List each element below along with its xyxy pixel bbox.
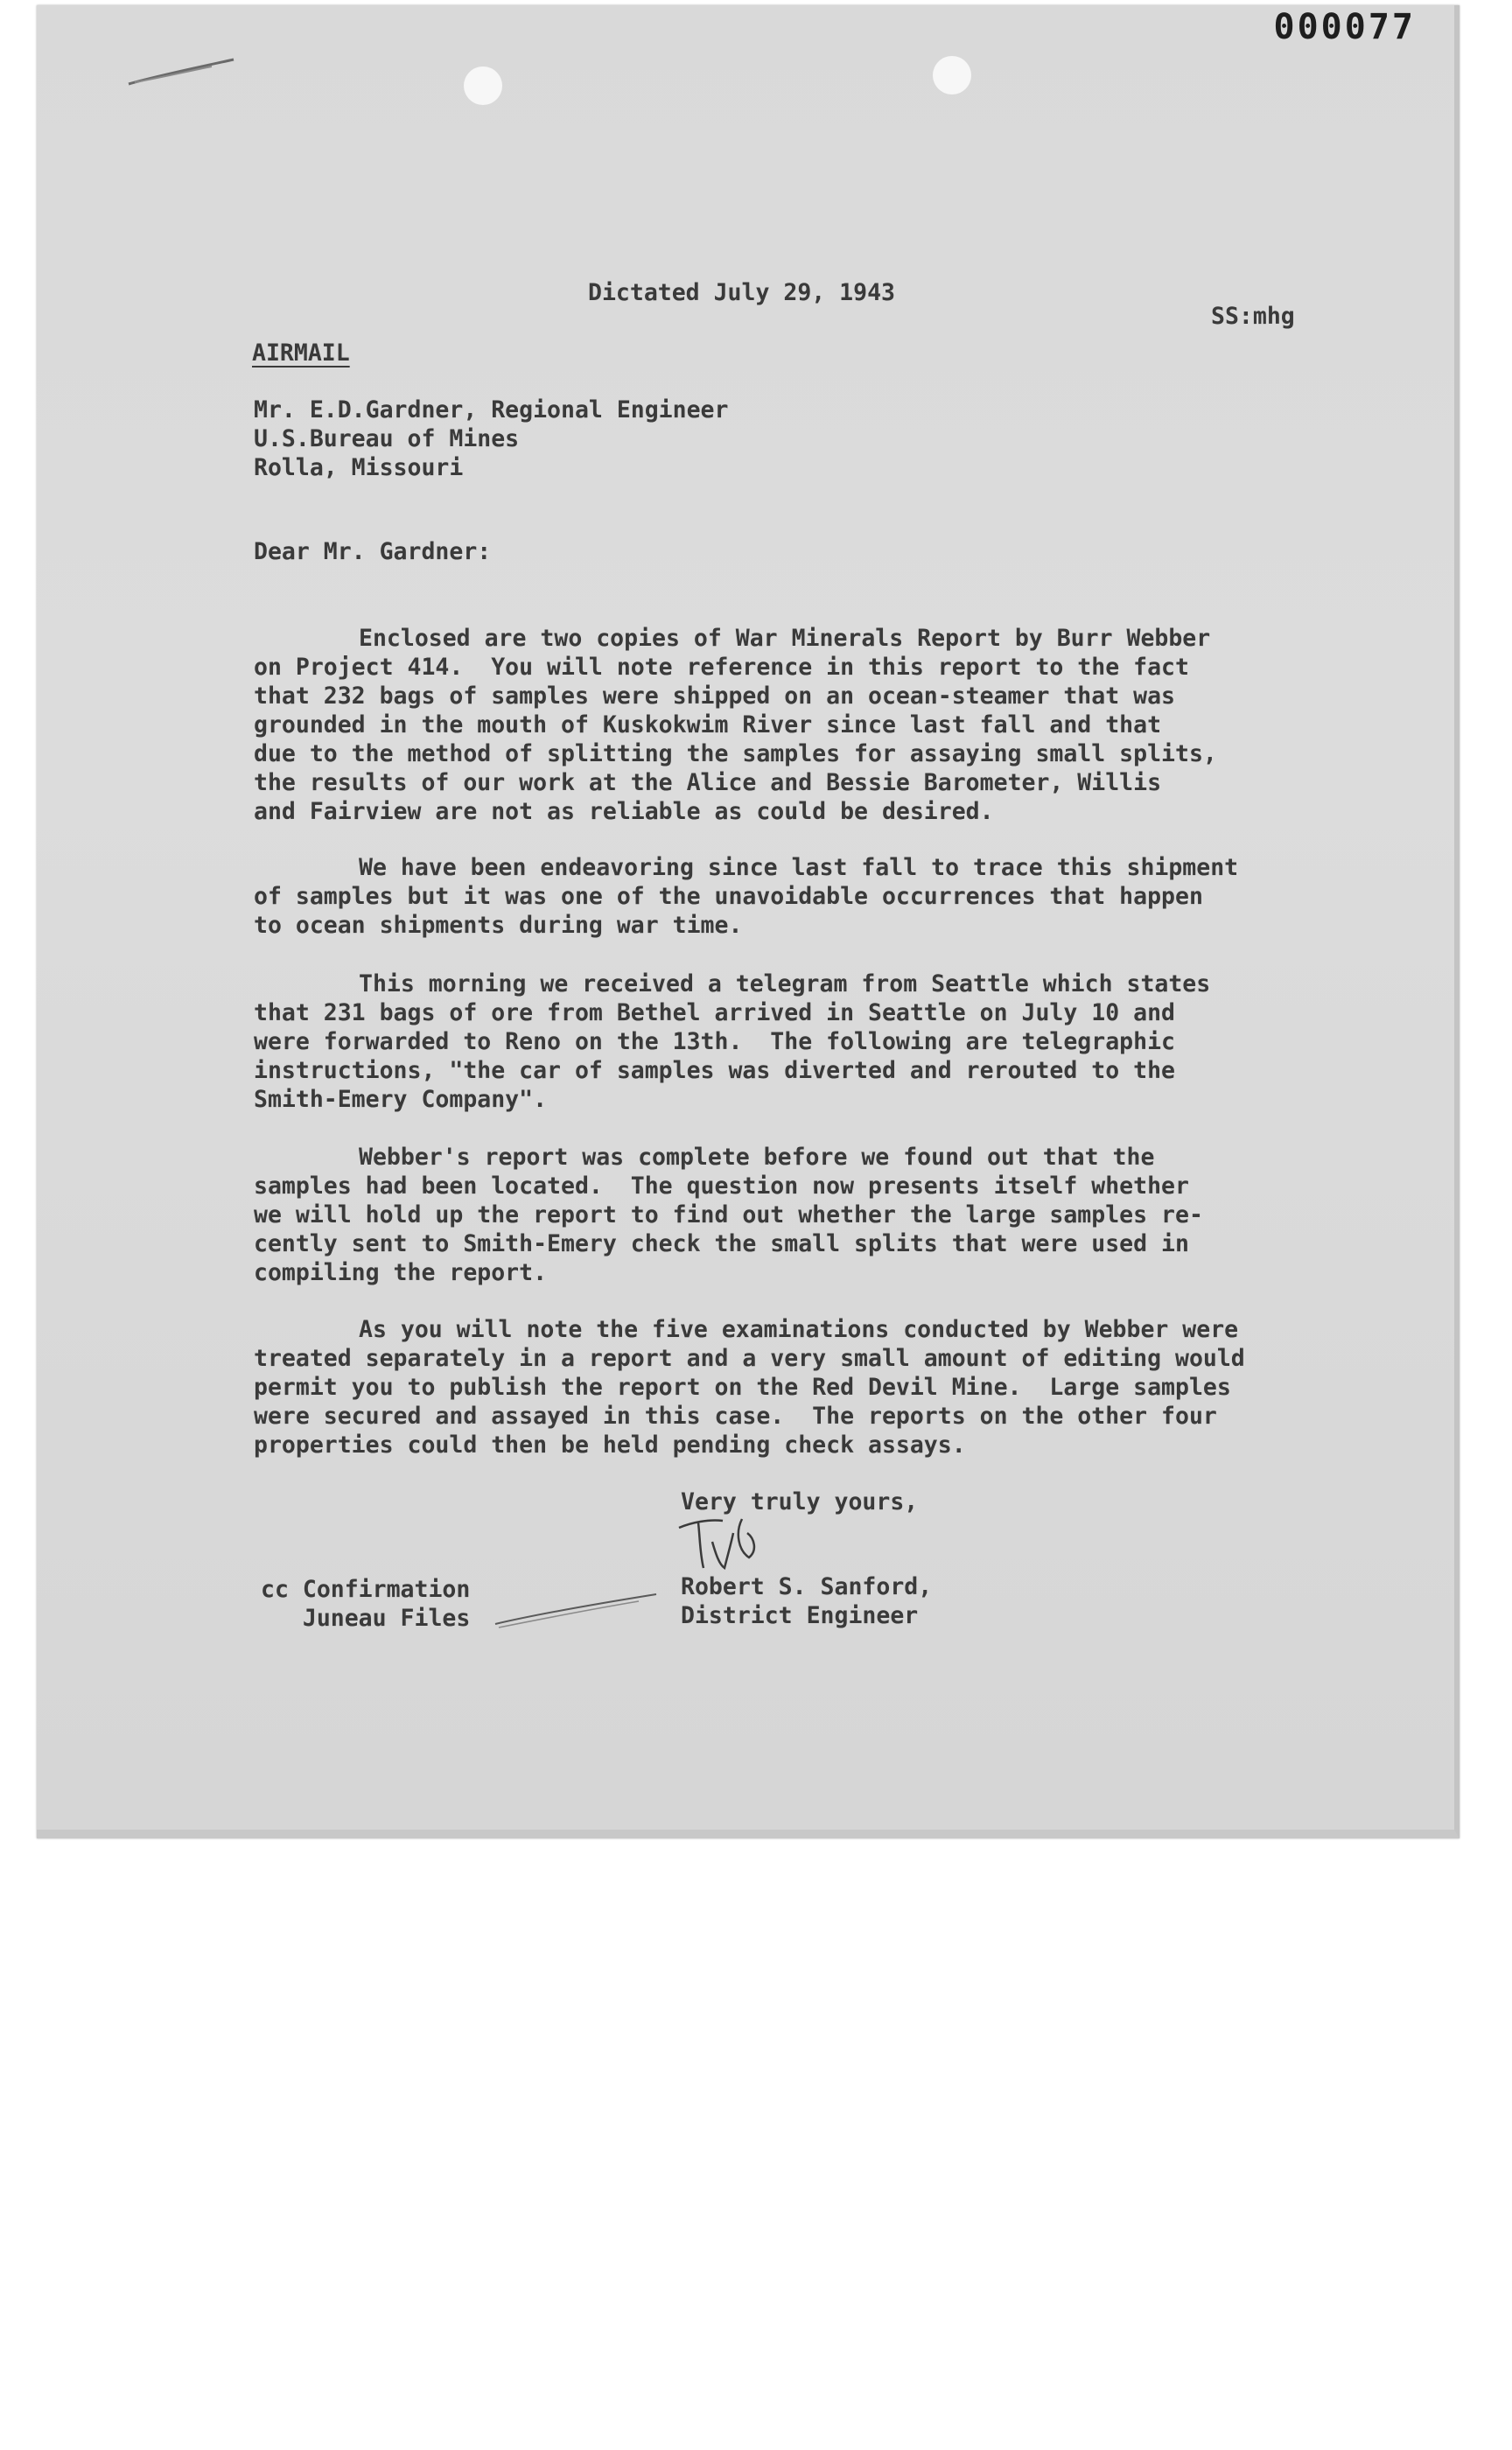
text-line: treated separately in a report and a very small amount of editing would bbox=[254, 1345, 1245, 1372]
text-line: Webber's report was complete before we found out that the bbox=[359, 1144, 1155, 1171]
address-line: Rolla, Missouri bbox=[254, 454, 464, 481]
text-line: we will hold up the report to find out whether the large samples re- bbox=[254, 1201, 1203, 1228]
salutation: Dear Mr. Gardner: bbox=[254, 538, 492, 565]
text-line: that 232 bags of samples were shipped on an ocean-steamer that was bbox=[254, 682, 1175, 710]
signature-block bbox=[681, 1572, 932, 1630]
punch-hole bbox=[933, 56, 971, 94]
document-number: 000077 bbox=[1273, 7, 1416, 47]
text-line: As you will note the five examinations conducted by Webber were bbox=[359, 1316, 1239, 1343]
text-line: were forwarded to Reno on the 13th. The following are telegraphic bbox=[254, 1028, 1175, 1055]
pen-mark bbox=[124, 56, 238, 91]
punch-hole bbox=[464, 66, 502, 105]
cc-list bbox=[261, 1575, 470, 1633]
text-line: that 231 bags of ore from Bethel arrived in Seattle on July 10 and bbox=[254, 999, 1175, 1026]
signer-name: Robert S. Sanford, bbox=[681, 1573, 933, 1600]
body-paragraph-1 bbox=[254, 624, 1217, 826]
address-line: Mr. E.D.Gardner, Regional Engineer bbox=[254, 396, 729, 424]
cc-line: cc Confirmation bbox=[261, 1576, 471, 1603]
text-line: This morning we received a telegram from Seattle which states bbox=[359, 970, 1211, 998]
text-line: of samples but it was one of the unavoidable occurrences that happen bbox=[254, 883, 1203, 910]
text-line: permit you to publish the report on the Red Devil Mine. Large samples bbox=[254, 1374, 1231, 1401]
body-paragraph-3 bbox=[254, 970, 1210, 1114]
text-line: on Project 414. You will note reference in this report to the fact bbox=[254, 654, 1189, 681]
text-line: properties could then be held pending check assays. bbox=[254, 1432, 966, 1459]
handwritten-initials bbox=[674, 1507, 779, 1577]
typist-initials: SS:mhg bbox=[1211, 303, 1295, 330]
text-line: Enclosed are two copies of War Minerals Report by Burr Webber bbox=[359, 625, 1211, 652]
text-line: samples had been located. The question now presents itself whether bbox=[254, 1172, 1189, 1200]
text-line: instructions, "the car of samples was diverted and rerouted to the bbox=[254, 1057, 1175, 1084]
closing: Very truly yours, bbox=[681, 1488, 919, 1516]
pen-stroke bbox=[490, 1582, 665, 1634]
body-paragraph-5 bbox=[254, 1315, 1245, 1460]
dictated-date: Dictated July 29, 1943 bbox=[588, 279, 895, 306]
body-paragraph-2 bbox=[254, 853, 1238, 940]
signer-title: District Engineer bbox=[681, 1602, 919, 1629]
text-line: and Fairview are not as reliable as could be desired. bbox=[254, 798, 994, 825]
text-line: the results of our work at the Alice and Bessie Barometer, Willis bbox=[254, 769, 1162, 796]
text-line: due to the method of splitting the samples for assaying small splits, bbox=[254, 740, 1217, 767]
text-line: to ocean shipments during war time. bbox=[254, 912, 743, 939]
text-line: compiling the report. bbox=[254, 1259, 548, 1286]
body-paragraph-4 bbox=[254, 1143, 1203, 1287]
address-line: U.S.Bureau of Mines bbox=[254, 425, 520, 452]
text-line: were secured and assayed in this case. The reports on the other four bbox=[254, 1403, 1217, 1430]
cc-line: Juneau Files bbox=[261, 1605, 471, 1632]
delivery-method: AIRMAIL bbox=[252, 340, 350, 367]
recipient-address bbox=[254, 396, 728, 482]
text-line: Smith-Emery Company". bbox=[254, 1086, 548, 1113]
text-line: We have been endeavoring since last fall to trace this shipment bbox=[359, 854, 1239, 881]
text-line: grounded in the mouth of Kuskokwim River since last fall and that bbox=[254, 711, 1162, 738]
text-line: cently sent to Smith-Emery check the small splits that were used in bbox=[254, 1230, 1189, 1257]
